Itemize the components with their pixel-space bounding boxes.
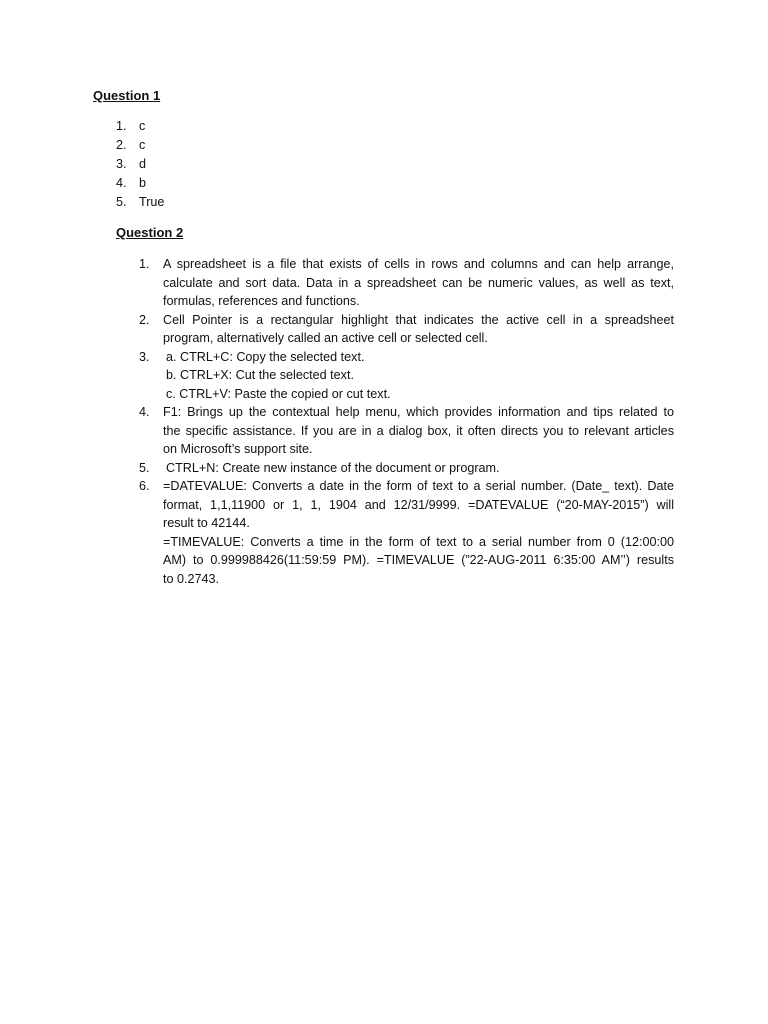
list-item-number: 5. <box>139 460 150 475</box>
text-line: on Microsoft’s support site. <box>163 442 313 456</box>
list-item-number: 4. <box>139 405 150 419</box>
text-line: c. CTRL+V: Paste the copied or cut text. <box>166 386 391 401</box>
text-line: calculate and sort data. Data in a spreadsheet can be numeric values, as well as text, <box>163 275 674 290</box>
list-item-text <box>163 403 674 459</box>
text-line: the specific assistance. If you are in a dialog box, it often directs you to relevant articles <box>163 423 674 438</box>
list-item-number: 4. <box>116 176 127 190</box>
list-item <box>116 174 316 193</box>
text-line: A spreadsheet is a file that exists of cells in rows and columns and can help arrange, <box>163 257 674 271</box>
text-line: Cell Pointer is a rectangular highlight that indicates the active cell in a spreadsheet <box>163 312 674 327</box>
list-item-answer: True <box>139 195 165 209</box>
list-item-number: 2. <box>116 138 127 152</box>
text-line: format, 1,1,11900 or 1, 1, 1904 and 12/31/9999. =DATEVALUE (“20-MAY-2015”) will <box>163 497 674 512</box>
list-item-answer: c <box>139 119 146 133</box>
list-item-text <box>163 459 674 478</box>
list-item <box>116 117 316 136</box>
list-item-number: 5. <box>116 195 127 209</box>
text-line: program, alternatively called an active cell or selected cell. <box>163 331 488 345</box>
text-line: result to 42144. <box>163 516 250 530</box>
list-item <box>139 311 674 348</box>
list-item <box>116 193 316 212</box>
list-item <box>139 403 674 459</box>
text-line: b. CTRL+X: Cut the selected text. <box>166 368 354 382</box>
list-item <box>116 136 316 155</box>
question-2-answer-list <box>139 255 674 588</box>
text-line: F1: Brings up the contextual help menu, which provides information and tips related to <box>163 405 674 419</box>
text-line: CTRL+N: Create new instance of the document or program. <box>166 460 500 475</box>
list-item-number: 2. <box>139 312 150 327</box>
question-1-heading: Question 1 <box>93 88 161 103</box>
list-item-number: 1. <box>139 257 150 271</box>
list-item-text <box>163 255 674 311</box>
text-line: to 0.2743. <box>163 571 220 586</box>
list-item-number: 6. <box>139 479 150 493</box>
list-item-text <box>163 477 674 588</box>
question-1-answer-list <box>116 117 316 212</box>
text-line: AM) to 0.999988426(11:59:59 PM). =TIMEVALUE (”22-AUG-2011 6:35:00 AM’’) results <box>163 553 674 567</box>
list-item <box>116 155 316 174</box>
list-item-text <box>163 348 674 404</box>
text-line: =DATEVALUE: Converts a date in the form of text to a serial number. (Date_ text). Date <box>163 479 674 493</box>
list-item-answer: c <box>139 138 146 152</box>
list-item <box>139 459 674 478</box>
list-item-answer: d <box>139 157 147 171</box>
list-item <box>139 477 674 588</box>
list-item-number: 1. <box>116 119 127 133</box>
list-item-number: 3. <box>139 349 150 364</box>
list-item-text <box>163 311 674 348</box>
text-line: a. CTRL+C: Copy the selected text. <box>166 349 365 364</box>
text-line: formulas, references and functions. <box>163 294 360 308</box>
question-2-heading: Question 2 <box>116 225 184 240</box>
list-item-number: 3. <box>116 157 127 171</box>
list-item <box>139 255 674 311</box>
text-line: =TIMEVALUE: Converts a time in the form of text to a serial number from 0 (12:00:00 <box>163 534 674 549</box>
list-item <box>139 348 674 404</box>
list-item-answer: b <box>139 176 147 190</box>
